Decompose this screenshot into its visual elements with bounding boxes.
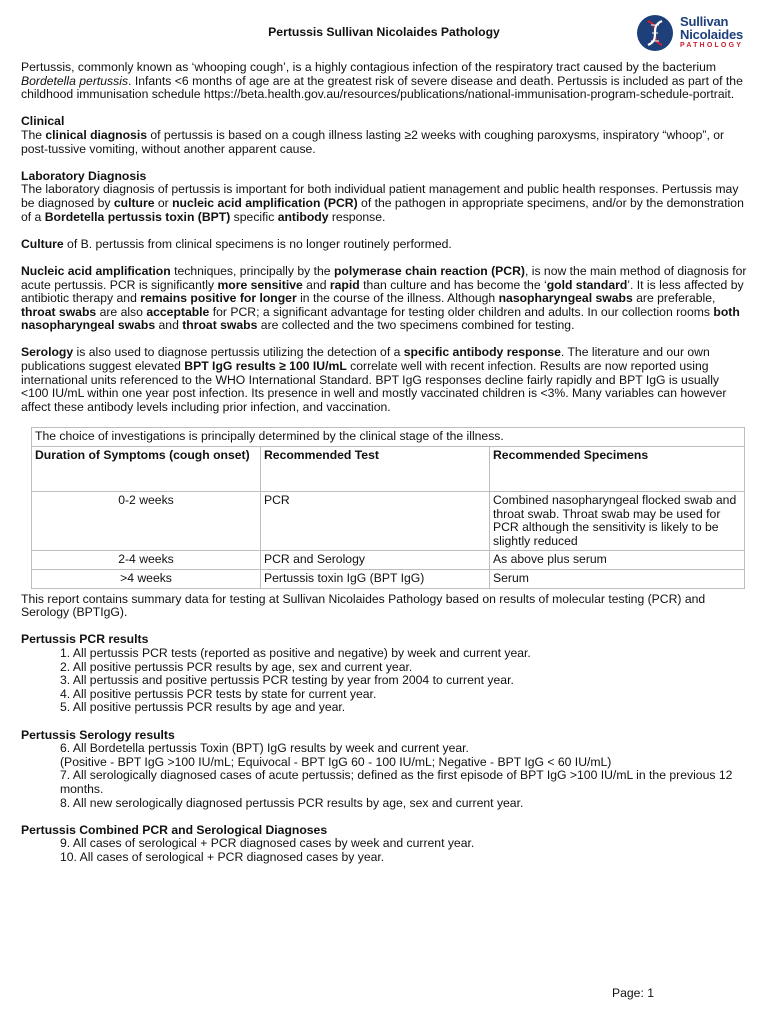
specimen-cell: As above plus serum [490,551,745,570]
organism-name: Bordetella pertussis [21,73,129,88]
pcr-results-section [21,633,747,715]
serology-results-list [21,742,747,810]
page-title: Pertussis Sullivan Nicolaides Pathology [268,25,500,39]
logo-dna-icon [636,14,674,52]
list-item: 5. All positive pertussis PCR results by age and year. [60,700,346,715]
combined-diagnoses-list [21,837,747,864]
test-cell: PCR [261,492,490,551]
list-item: 2. All positive pertussis PCR results by age, sex and current year. [60,659,413,674]
list-item: 4. All positive pertussis PCR tests by state for current year. [60,686,377,701]
logo-wordmark: Sullivan Nicolaides PATHOLOGY [680,14,744,49]
report-summary: This report contains summary data for testing at Sullivan Nicolaides Pathology based on results of molecular testing (PCR) and Serology (BPTIgG). [21,591,706,620]
table-header-row [32,447,745,492]
document-body [21,61,747,878]
lab-diagnosis-section: Laboratory Diagnosis The laboratory diagnosis of pertussis is important for both individual patient management and public health responses. Pertussis may be diagnosed by culture or nucleic acid amplification (PCR) of the pathogen in appropriate specimens, and/or by the demonstration of a Bordetella pertussis toxin (BPT) specific antibody response. [21,168,744,224]
test-cell: PCR and Serology [261,551,490,570]
page-number: Page: 1 [612,986,655,1000]
test-cell: Pertussis toxin IgG (BPT IgG) [261,570,490,589]
list-item: 10. All cases of serological + PCR diagnosed cases by year. [60,849,385,864]
serology-results-section [21,729,747,811]
combined-diagnoses-section [21,824,747,865]
table-caption: The choice of investigations is principally determined by the clinical stage of the illness. [32,428,745,447]
combined-diagnoses-heading: Pertussis Combined PCR and Serological Diagnoses [21,822,328,837]
naa-paragraph: Nucleic acid amplification techniques, principally by the polymerase chain reaction (PCR), is now the main method of diagnosis for acute pertussis. PCR is significantly more sensitive and rapid than culture and has become the ‘gold standard’. It is less affected by antibiotic therapy and remains positive for longer in the course of the illness. Although nasopharyngeal swabs are preferable, throat swabs are also acceptable for PCR; a significant advantage for testing older children and adults. In our collection rooms both nasopharyngeal swabs and throat swabs are collected and the two specimens combined for testing. [21,263,747,333]
duration-cell: >4 weeks [32,570,261,589]
list-item-note: (Positive - BPT IgG >100 IU/mL; Equivocal - BPT IgG 60 - 100 IU/mL; Negative - BPT IgG < 60 IU/mL) [60,754,612,769]
table-row [32,492,745,551]
header-specimens: Recommended Specimens [490,447,745,492]
list-item: 8. All new serologically diagnosed pertussis PCR results by age, sex and current year. [60,795,524,810]
table-row [32,570,745,589]
investigations-table [31,427,745,588]
pcr-results-list [21,647,747,715]
clinical-heading: Clinical [21,114,65,129]
duration-cell: 0-2 weeks [32,492,261,551]
list-item: 1. All pertussis PCR tests (reported as positive and negative) by week and current year. [60,645,531,660]
list-item: 3. All pertussis and positive pertussis PCR testing by year from 2004 to current year. [60,673,514,688]
duration-cell: 2-4 weeks [32,551,261,570]
serology-results-heading: Pertussis Serology results [21,727,175,742]
table-row [32,551,745,570]
pcr-results-heading: Pertussis PCR results [21,632,149,647]
intro-paragraph: Pertussis, commonly known as ‘whooping cough’, is a highly contagious infection of the respiratory tract caused by the bacterium Bordetella pertussis. Infants <6 months of age are at the greatest risk of severe disease and death. Pertussis is included as part of the childhood immunisation schedule https://beta.health.gov.au/resources/publications/national-immunisation-program-schedule-portrait. [21,60,743,102]
sullivan-nicolaides-logo [636,14,748,52]
specimen-cell: Serum [490,570,745,589]
header-duration: Duration of Symptoms (cough onset) [32,447,261,492]
serology-paragraph: Serology is also used to diagnose pertussis utilizing the detection of a specific antibody response. The literature and our own publications suggest elevated BPT IgG results ≥ 100 IU/mL correlate well with recent infection. Results are now reported using international units referenced to the WHO International Standard. BPT IgG responses decline fairly rapidly and BPT IgG is usually <100 IU/mL within one year post infection. Its presence in well and mostly vaccinated children is <3%. Many variables can however affect these antibody levels including prior infection, and vaccination. [21,345,727,414]
table-caption-row [32,428,745,447]
header-test: Recommended Test [261,447,490,492]
clinical-section: Clinical The clinical diagnosis of pertussis is based on a cough illness lasting ≥2 weeks with coughing paroxysms, inspiratory “whoop”, or post-tussive vomiting, without another apparent cause. [21,114,725,156]
specimen-cell: Combined nasopharyngeal flocked swab and throat swab. Throat swab may be used for PCR although the sensitivity is likely to be slightly reduced [490,492,745,551]
culture-paragraph: Culture of B. pertussis from clinical specimens is no longer routinely performed. [21,236,452,251]
list-item: 6. All Bordetella pertussis Toxin (BPT) IgG results by week and current year. [60,741,469,756]
list-item: 9. All cases of serological + PCR diagnosed cases by week and current year. [60,836,475,851]
list-item: 7. All serologically diagnosed cases of acute pertussis; defined as the first episode of BPT IgG >100 IU/mL in the previous 12 months. [60,768,733,796]
lab-diagnosis-heading: Laboratory Diagnosis [21,168,147,183]
